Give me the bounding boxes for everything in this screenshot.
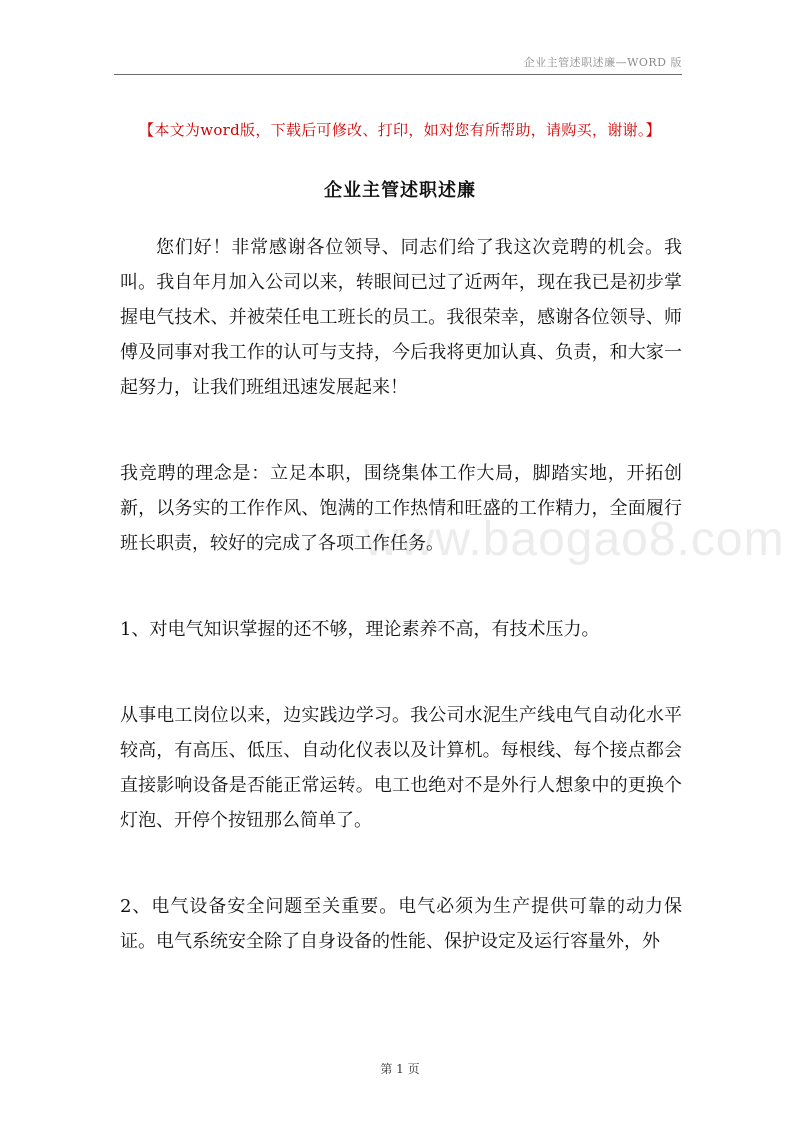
document-title: 企业主管述职述廉 xyxy=(324,180,476,201)
document-body xyxy=(120,230,682,959)
purchase-notice: 【本文为word版，下载后可修改、打印，如对您有所帮助，请购买，谢谢。】 xyxy=(139,121,661,139)
watermark: www.baogao8.com xyxy=(364,513,785,566)
paragraph-experience: 从事电工岗位以来，边实践边学习。我公司水泥生产线电气自动化水平较高，有高压、低压、自动化仪表以及计算机。每根线、每个接点都会直接影响设备是否能正常运转。电工也绝对不是外行人想象中的更换个灯泡、开停个按钮那么简单了。 xyxy=(120,705,682,831)
paragraph-gap xyxy=(120,405,682,456)
paragraph-gap xyxy=(120,647,682,698)
running-header: 企业主管述职述廉—WORD 版 xyxy=(523,56,682,69)
paragraph-greeting: 您们好！非常感谢各位领导、同志们给了我这次竞聘的机会。我叫。我自年月加入公司以来，转眼间已过了近两年，现在我已是初步掌握电气技术、并被荣任电工班长的员工。我很荣幸，感谢各位领导、师傅及同事对我工作的认可与支持，今后我将更加认真、负责，和大家一起努力，让我们班组迅速发展起来！ xyxy=(120,237,682,398)
paragraph-gap xyxy=(120,838,682,889)
paragraph-point-1: 1、对电气知识掌握的还不够，理论素养不高，有技术压力。 xyxy=(120,619,600,640)
paragraph-gap xyxy=(120,561,682,612)
page-number: 第 1 页 xyxy=(380,1062,420,1076)
paragraph-philosophy: 我竞聘的理念是：立足本职，围绕集体工作大局，脚踏实地，开拓创新，以务实的工作作风、饱满的工作热情和旺盛的工作精力，全面履行班长职责，较好的完成了各项工作任务。 xyxy=(120,463,682,554)
paragraph-point-2: 2、电气设备安全问题至关重要。电气必须为生产提供可靠的动力保证。电气系统安全除了自身设备的性能、保护设定及运行容量外，外 xyxy=(120,896,682,952)
header-divider xyxy=(114,74,682,75)
